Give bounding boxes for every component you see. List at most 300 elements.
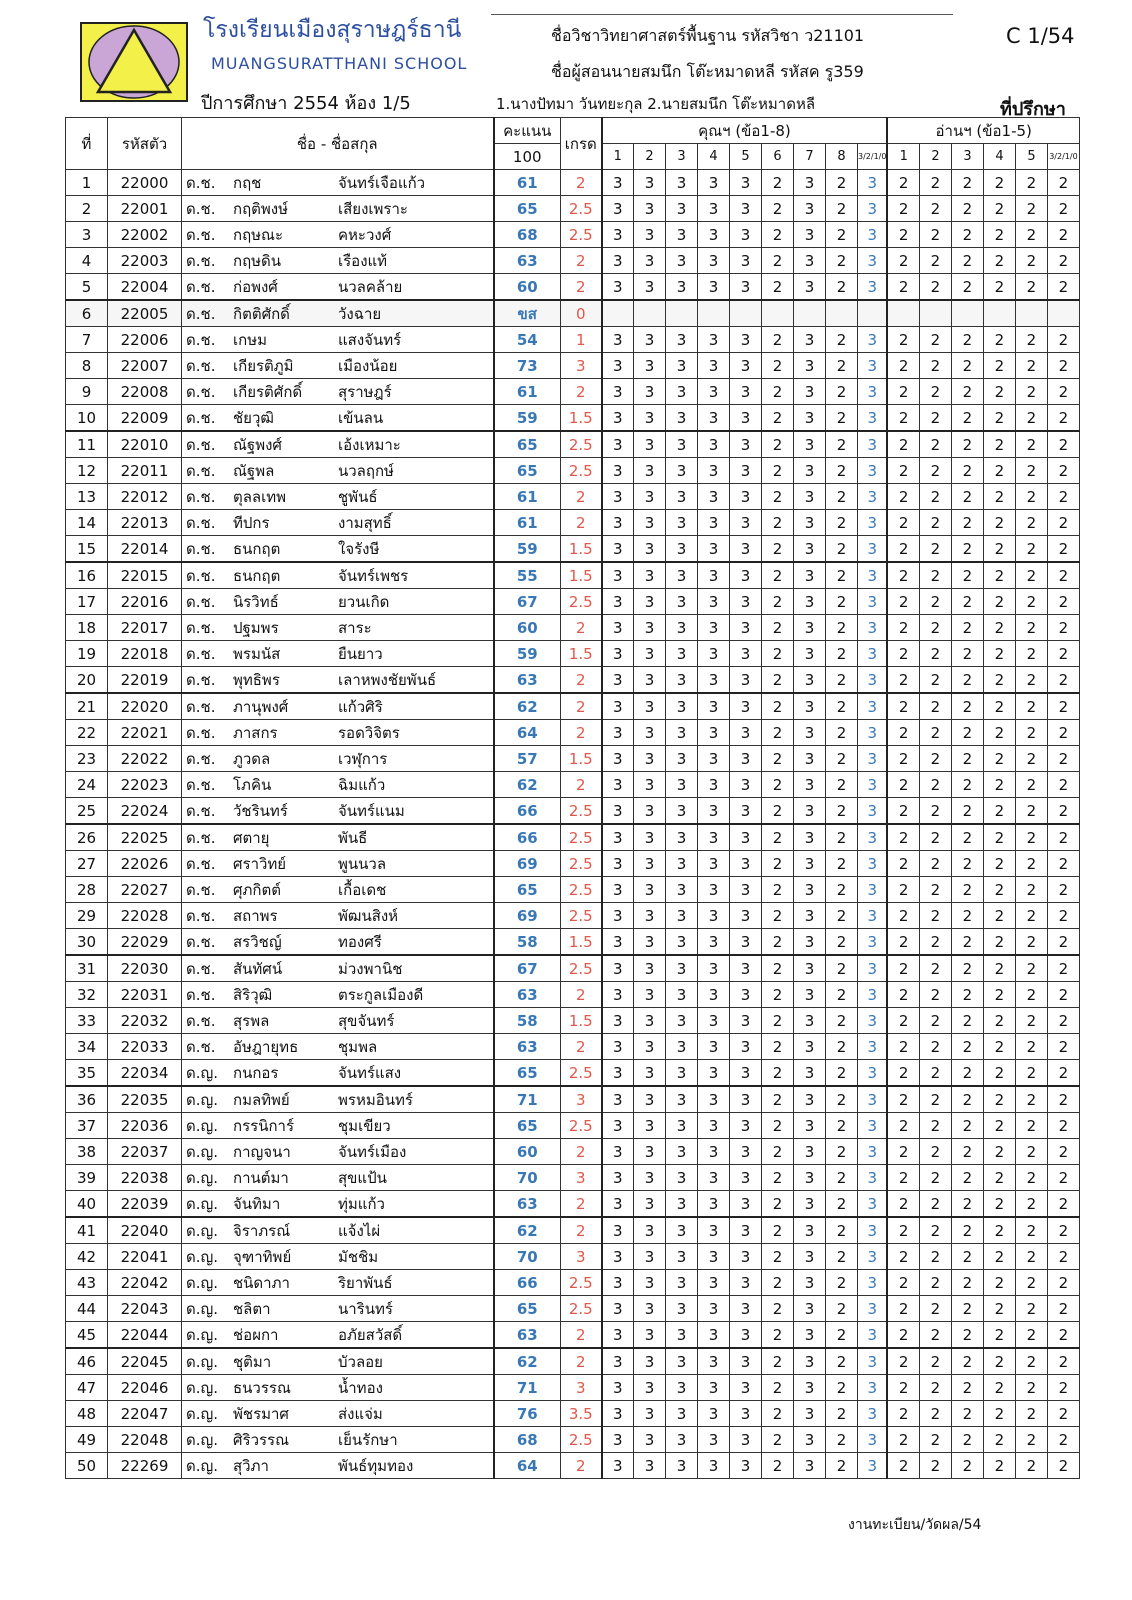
reading-score: 2 [887,877,919,903]
attribute-score [602,300,634,327]
row-number: 50 [66,1453,108,1479]
grade-value: 3 [561,1375,602,1401]
table-body [66,170,1080,1479]
reading-summary: 2 [1047,720,1079,746]
reading-score: 2 [919,955,951,982]
row-number: 1 [66,170,108,196]
reading-score: 2 [887,746,919,772]
attribute-summary: 3 [858,667,888,694]
student-name [182,1165,494,1191]
table-row [66,903,1080,929]
reading-summary: 2 [1047,1191,1079,1218]
reading-score: 2 [983,1244,1015,1270]
score-value: 60 [494,615,561,641]
student-id: 22042 [108,1270,182,1296]
attribute-score: 3 [698,562,730,589]
grade-value: 2.5 [561,196,602,222]
attribute-score: 2 [826,1060,858,1087]
attribute-score: 3 [666,798,698,825]
family-name: พรหมอินทร์ [338,1090,413,1109]
grade-value: 2.5 [561,903,602,929]
reading-score: 2 [1015,1296,1047,1322]
reading-score: 2 [887,851,919,877]
reading-score: 2 [983,379,1015,405]
grade-value: 2 [561,1322,602,1349]
reading-score: 2 [887,1060,919,1087]
reading-score [1015,300,1047,327]
score-value: 63 [494,248,561,274]
attribute-score: 3 [698,1296,730,1322]
attribute-score: 2 [826,798,858,825]
attribute-score: 3 [602,405,634,432]
reading-score: 2 [983,798,1015,825]
reading-score: 2 [919,1427,951,1453]
name-prefix: ด.ช. [186,932,216,951]
row-number: 33 [66,1008,108,1034]
student-name [182,1034,494,1060]
grade-value: 2.5 [561,1270,602,1296]
attribute-score: 2 [826,510,858,536]
name-prefix: ด.ญ. [186,1325,219,1344]
row-number: 21 [66,693,108,720]
attribute-score: 3 [634,798,666,825]
reading-score: 2 [983,1034,1015,1060]
reading-score: 2 [887,641,919,667]
attribute-score: 3 [730,327,762,353]
group2-col-header: 5 [1015,144,1047,170]
name-prefix: ด.ช. [186,277,216,296]
attribute-score: 3 [602,327,634,353]
row-number: 44 [66,1296,108,1322]
attribute-score: 3 [698,589,730,615]
student-name [182,589,494,615]
reading-summary: 2 [1047,1453,1079,1479]
grade-value: 2.5 [561,877,602,903]
attribute-score: 3 [698,667,730,694]
attribute-score: 3 [666,327,698,353]
student-name [182,458,494,484]
reading-score: 2 [983,641,1015,667]
attribute-score: 3 [666,1453,698,1479]
attribute-summary: 3 [858,1191,888,1218]
attribute-score: 2 [762,1348,794,1375]
reading-score: 2 [983,510,1015,536]
family-name: ทองศรี [338,932,382,951]
reading-score: 2 [887,536,919,563]
reading-score: 2 [919,1244,951,1270]
attribute-score: 3 [698,693,730,720]
attribute-score: 3 [666,772,698,798]
student-id: 22011 [108,458,182,484]
row-number: 16 [66,562,108,589]
attribute-score: 3 [602,1453,634,1479]
score-value: 65 [494,196,561,222]
attribute-score: 3 [730,170,762,196]
attribute-score: 3 [794,1008,826,1034]
student-id: 22034 [108,1060,182,1087]
grade-value: 2 [561,1217,602,1244]
family-name: เกื้อเดช [338,880,387,899]
attribute-score: 3 [730,798,762,825]
reading-score: 2 [1015,877,1047,903]
attribute-score: 3 [666,720,698,746]
attribute-score: 2 [762,1139,794,1165]
attribute-score: 3 [634,379,666,405]
table-row [66,693,1080,720]
attribute-score: 3 [730,1453,762,1479]
attribute-score: 3 [794,222,826,248]
reading-score: 2 [919,1322,951,1349]
name-prefix: ด.ช. [186,225,216,244]
attribute-summary: 3 [858,1008,888,1034]
attribute-score: 2 [826,1427,858,1453]
score-value: 59 [494,641,561,667]
attribute-score: 3 [634,1165,666,1191]
reading-score: 2 [983,1375,1015,1401]
reading-score: 2 [951,1113,983,1139]
attribute-score: 3 [602,458,634,484]
reading-score: 2 [919,720,951,746]
reading-summary: 2 [1047,824,1079,851]
attribute-score: 3 [666,536,698,563]
reading-score: 2 [919,929,951,956]
row-number: 29 [66,903,108,929]
student-name [182,405,494,432]
student-id: 22041 [108,1244,182,1270]
attribute-score: 3 [602,955,634,982]
reading-score: 2 [983,693,1015,720]
attribute-score: 3 [794,1453,826,1479]
reading-summary: 2 [1047,1375,1079,1401]
reading-score: 2 [983,222,1015,248]
reading-score: 2 [1015,1060,1047,1087]
row-number: 48 [66,1401,108,1427]
attribute-score: 2 [762,484,794,510]
attribute-summary: 3 [858,1139,888,1165]
student-name [182,536,494,563]
attribute-score: 3 [794,1348,826,1375]
grade-value: 2 [561,379,602,405]
attribute-summary: 3 [858,1060,888,1087]
student-id: 22015 [108,562,182,589]
reading-summary: 2 [1047,379,1079,405]
attribute-score: 3 [634,589,666,615]
attribute-score: 3 [666,615,698,641]
attribute-score: 3 [698,1322,730,1349]
attribute-score: 2 [826,955,858,982]
reading-score: 2 [887,353,919,379]
attribute-score: 3 [698,1008,730,1034]
grade-value: 1.5 [561,405,602,432]
student-id: 22048 [108,1427,182,1453]
attribute-summary: 3 [858,458,888,484]
attribute-score: 3 [602,1375,634,1401]
table-row [66,1401,1080,1427]
attribute-score: 2 [826,248,858,274]
family-name: นารินทร์ [338,1299,393,1318]
given-name: ภูวดล [233,749,271,768]
attribute-score: 3 [602,248,634,274]
attribute-summary: 3 [858,327,888,353]
score-value: 69 [494,851,561,877]
reading-score: 2 [983,746,1015,772]
attribute-score: 3 [794,824,826,851]
reading-score: 2 [983,1296,1015,1322]
reading-score: 2 [951,536,983,563]
table-row [66,1322,1080,1349]
attribute-score: 2 [826,1244,858,1270]
attribute-score: 3 [634,431,666,458]
score-value: 68 [494,222,561,248]
attribute-score: 3 [602,667,634,694]
reading-score: 2 [919,1375,951,1401]
attribute-score: 3 [794,1139,826,1165]
attribute-score: 2 [826,1401,858,1427]
attribute-summary: 3 [858,405,888,432]
student-name [182,1375,494,1401]
given-name: อัษฎายุทธ [233,1037,299,1056]
given-name: กานต์มา [233,1168,289,1187]
reading-summary: 2 [1047,170,1079,196]
given-name: สุวิภา [233,1456,269,1475]
reading-score: 2 [951,510,983,536]
grade-value: 2.5 [561,1296,602,1322]
row-number: 32 [66,982,108,1008]
table-row [66,562,1080,589]
row-number: 10 [66,405,108,432]
reading-score: 2 [919,877,951,903]
grade-value: 2 [561,615,602,641]
grade-value: 1.5 [561,1008,602,1034]
row-number: 11 [66,431,108,458]
group2-col-header: 4 [983,144,1015,170]
reading-score: 2 [887,1217,919,1244]
family-name: รอดวิจิตร [338,723,400,742]
attribute-score: 2 [826,1165,858,1191]
grade-value: 2 [561,772,602,798]
attribute-score: 3 [602,536,634,563]
reading-summary: 2 [1047,667,1079,694]
reading-score: 2 [951,798,983,825]
reading-score: 2 [919,170,951,196]
student-name [182,824,494,851]
reading-score: 2 [983,562,1015,589]
attribute-score: 2 [762,746,794,772]
attribute-score: 2 [762,248,794,274]
student-name [182,798,494,825]
reading-summary: 2 [1047,222,1079,248]
attribute-score: 2 [826,379,858,405]
student-id: 22028 [108,903,182,929]
name-prefix: ด.ญ. [186,1404,219,1423]
reading-score: 2 [1015,851,1047,877]
reading-score: 2 [1015,693,1047,720]
attribute-summary: 3 [858,536,888,563]
attribute-score: 3 [602,1322,634,1349]
given-name: ธนกฤต [233,566,281,585]
attribute-score: 3 [666,903,698,929]
given-name: สถาพร [233,906,278,925]
reading-score: 2 [1015,1113,1047,1139]
attribute-score: 3 [730,222,762,248]
reading-score: 2 [919,1348,951,1375]
attribute-score: 3 [698,1165,730,1191]
table-row [66,484,1080,510]
attribute-score: 3 [602,1034,634,1060]
score-value: 71 [494,1375,561,1401]
row-number: 27 [66,851,108,877]
attribute-score: 3 [794,458,826,484]
col-score-header: คะแนน [494,118,561,144]
reading-score: 2 [983,615,1015,641]
attribute-score: 3 [730,772,762,798]
grade-value: 2 [561,1139,602,1165]
attribute-summary: 3 [858,851,888,877]
attribute-score: 3 [730,1375,762,1401]
table-row [66,1270,1080,1296]
attribute-summary: 3 [858,484,888,510]
score-value: 64 [494,720,561,746]
attribute-summary: 3 [858,353,888,379]
attribute-score: 3 [794,353,826,379]
attribute-summary: 3 [858,222,888,248]
reading-summary: 2 [1047,562,1079,589]
score-value: 62 [494,1348,561,1375]
grade-value: 3.5 [561,1401,602,1427]
attribute-score: 2 [826,851,858,877]
attribute-summary: 3 [858,1244,888,1270]
student-id: 22008 [108,379,182,405]
student-name [182,1139,494,1165]
attribute-score: 3 [730,536,762,563]
student-id: 22027 [108,877,182,903]
attribute-score: 2 [762,1244,794,1270]
row-number: 22 [66,720,108,746]
attribute-score: 2 [826,1086,858,1113]
grade-value: 2 [561,1034,602,1060]
attribute-score: 3 [666,641,698,667]
attribute-score [634,300,666,327]
attribute-score: 3 [634,1453,666,1479]
reading-score: 2 [1015,667,1047,694]
name-prefix: ด.ญ. [186,1299,219,1318]
grade-value: 0 [561,300,602,327]
table-row [66,1217,1080,1244]
reading-score: 2 [887,1348,919,1375]
student-name [182,1191,494,1218]
attribute-score: 3 [730,1008,762,1034]
student-name [182,1217,494,1244]
reading-score: 2 [887,1322,919,1349]
reading-score: 2 [951,405,983,432]
attribute-score: 3 [634,1348,666,1375]
reading-score: 2 [919,1008,951,1034]
reading-score: 2 [951,170,983,196]
student-id: 22014 [108,536,182,563]
family-name: เมืองน้อย [338,356,398,375]
student-id: 22022 [108,746,182,772]
reading-score: 2 [951,1034,983,1060]
given-name: จันทิมา [233,1194,281,1213]
attribute-score: 3 [634,484,666,510]
reading-score: 2 [1015,458,1047,484]
attribute-score: 2 [762,458,794,484]
reading-score: 2 [919,982,951,1008]
reading-score: 2 [951,1244,983,1270]
attribute-score: 3 [698,798,730,825]
row-number: 23 [66,746,108,772]
attribute-score: 3 [794,1322,826,1349]
attribute-score: 3 [730,405,762,432]
attribute-score: 3 [602,720,634,746]
table-row [66,1348,1080,1375]
reading-score: 2 [887,484,919,510]
reading-score: 2 [887,615,919,641]
attribute-score: 3 [634,667,666,694]
attribute-score: 3 [634,1139,666,1165]
given-name: กาญจนา [233,1142,291,1161]
given-name: โภคิน [233,775,272,794]
attribute-score: 3 [602,824,634,851]
attribute-score: 3 [698,1139,730,1165]
reading-score: 2 [887,405,919,432]
reading-score: 2 [951,562,983,589]
student-id: 22031 [108,982,182,1008]
attribute-score: 2 [762,405,794,432]
student-id: 22032 [108,1008,182,1034]
grade-value: 2 [561,982,602,1008]
score-value: 61 [494,170,561,196]
reading-score: 2 [887,196,919,222]
attribute-score: 3 [666,1348,698,1375]
attribute-score: 3 [698,510,730,536]
score-value: 63 [494,982,561,1008]
reading-score: 2 [887,1191,919,1218]
reading-score: 2 [887,1375,919,1401]
reading-score: 2 [983,170,1015,196]
table-row [66,300,1080,327]
table-row [66,1086,1080,1113]
name-prefix: ด.ญ. [186,1194,219,1213]
family-name: บัวลอย [338,1352,383,1371]
reading-score: 2 [919,510,951,536]
attribute-summary: 3 [858,1322,888,1349]
table-row [66,327,1080,353]
attribute-score: 3 [794,615,826,641]
attribute-score: 3 [730,1348,762,1375]
reading-summary: 2 [1047,1060,1079,1087]
attribute-score: 2 [762,536,794,563]
score-value: 65 [494,1113,561,1139]
attribute-score [826,300,858,327]
reading-score: 2 [951,353,983,379]
row-number: 24 [66,772,108,798]
name-prefix: ด.ช. [186,801,216,820]
reading-summary: 2 [1047,196,1079,222]
attribute-score: 3 [730,1322,762,1349]
reading-score: 2 [919,327,951,353]
reading-score: 2 [887,1427,919,1453]
reading-score: 2 [1015,746,1047,772]
reading-summary: 2 [1047,1217,1079,1244]
reading-score: 2 [1015,720,1047,746]
attribute-score: 3 [602,1427,634,1453]
attribute-score: 2 [826,877,858,903]
attribute-score [762,300,794,327]
family-name: วังฉาย [338,304,382,323]
attribute-score: 2 [762,903,794,929]
reading-score: 2 [919,484,951,510]
